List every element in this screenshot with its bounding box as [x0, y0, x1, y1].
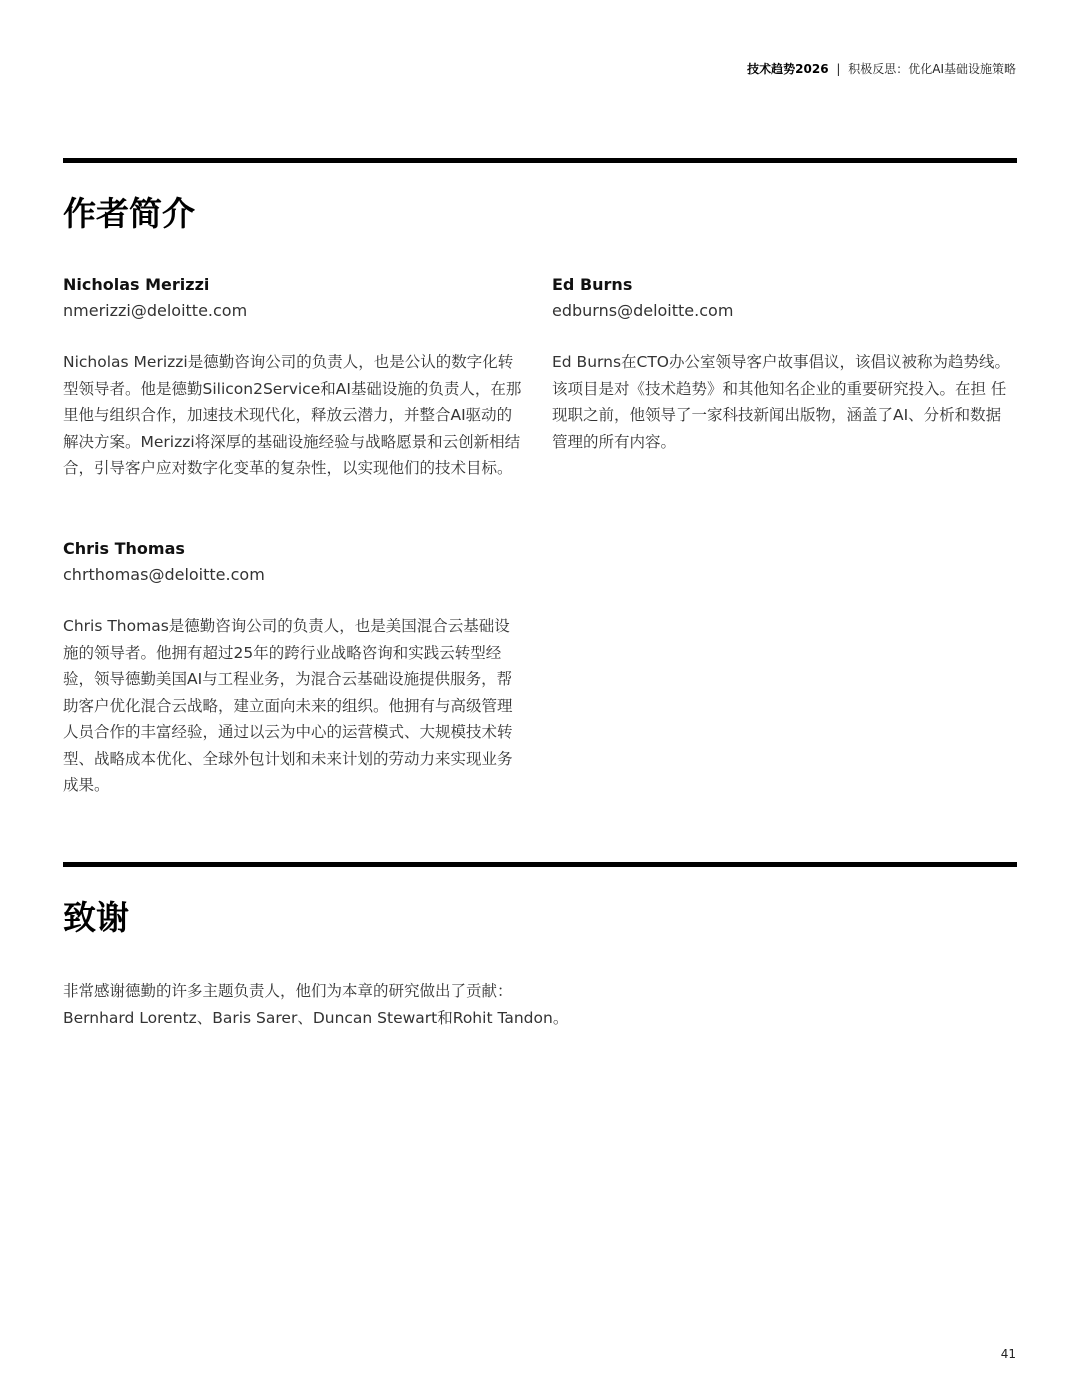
- section-divider-authors: [63, 158, 1017, 163]
- author-bio: Ed Burns在CTO办公室领导客户故事倡议，该倡议被称为趋势线。该项目是对《技术趋势》和其他知名企业的重要研究投入。在担 任现职之前，他领导了一家科技新闻出版物，涵盖了AI、分析和数据管理的所有内容。: [552, 353, 1011, 451]
- author-email[interactable]: chrthomas@deloitte.com: [63, 565, 265, 584]
- author-bio: Chris Thomas是德勤咨询公司的负责人，也是美国混合云基础设施的领导者。他拥有超过25年的跨行业战略咨询和实践云转型经验，领导德勤美国AI与工程业务，为混合云基础设施提供服务，帮助客户优化混合云战略，建立面向未来的组织。他拥有与高级管理人员合作的丰富经验，通过以云为中心的运营模式、大规模技术转型、战略成本优化、全球外包计划和未来计划的劳动力来实现业务成果。: [63, 617, 513, 794]
- running-header: [747, 60, 1016, 77]
- author-card-nicholas-merizzi: [63, 273, 523, 482]
- chapter-title: 积极反思：优化AI基础设施策略: [848, 62, 1016, 76]
- acknowledgments-section-title: 致谢: [63, 898, 129, 937]
- acknowledgments-text: [63, 978, 683, 1031]
- section-divider-acknowledgments: [63, 862, 1017, 867]
- acknowledgments-line-2: Bernhard Lorentz、Baris Sarer、Duncan Stewart和Rohit Tandon。: [63, 1008, 569, 1027]
- author-email[interactable]: nmerizzi@deloitte.com: [63, 301, 248, 320]
- report-title: 技术趋势2026: [747, 62, 829, 76]
- acknowledgments-line-1: 非常感谢德勤的许多主题负责人，他们为本章的研究做出了贡献：: [63, 982, 513, 1000]
- page-number: 41: [1000, 1347, 1016, 1361]
- author-card-chris-thomas: [63, 537, 523, 799]
- authors-section-title: 作者简介: [63, 194, 195, 233]
- author-card-ed-burns: [552, 273, 1012, 455]
- author-name: Chris Thomas: [63, 539, 185, 558]
- author-name: Nicholas Merizzi: [63, 275, 210, 294]
- author-name: Ed Burns: [552, 275, 633, 294]
- header-separator: |: [836, 62, 841, 76]
- author-email[interactable]: edburns@deloitte.com: [552, 301, 734, 320]
- author-bio: Nicholas Merizzi是德勤咨询公司的负责人，也是公认的数字化转型领导者。他是德勤Silicon2Service和AI基础设施的负责人，在那里他与组织合作，加速技术现代化，释放云潜力，并整合AI驱动的解决方案。Merizzi将深厚的基础设施经验与战略愿景和云创新相结合，引导客户应对数字化变革的复杂性，以实现他们的技术目标。: [63, 353, 522, 477]
